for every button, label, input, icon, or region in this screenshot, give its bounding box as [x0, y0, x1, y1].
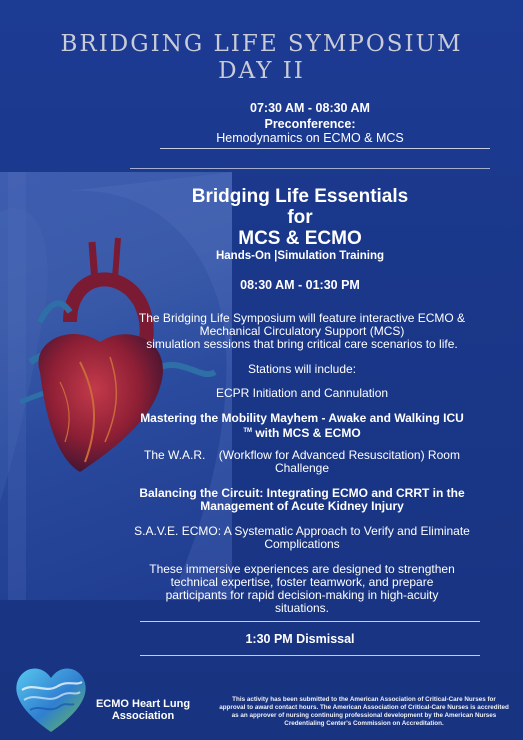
station-2	[96, 412, 508, 440]
closing-line: participants for rapid decision-making in high-acuity	[165, 588, 439, 602]
divider	[160, 148, 490, 149]
essentials-intro	[96, 312, 508, 376]
symposium-title: BRIDGING LIFE SYMPOSIUM	[60, 31, 463, 57]
accreditation-line: approval to award contact hours. The American Association of Critical-Care Nurses is accredited	[219, 704, 509, 711]
station-3	[96, 449, 508, 475]
preconference-time: 07:30 AM - 08:30 AM	[250, 101, 370, 115]
divider	[140, 655, 480, 656]
station-title: Management of Acute Kidney Injury	[200, 499, 404, 513]
essentials-title-topic: MCS & ECMO	[238, 228, 362, 249]
essentials-time: 08:30 AM - 01:30 PM	[240, 278, 360, 292]
station-title: Balancing the Circuit: Integrating ECMO and CRRT in the	[139, 486, 465, 500]
essentials-subtitle: Hands-On |Simulation Training	[215, 250, 385, 262]
heart-lung-logo-icon	[12, 660, 90, 736]
essentials-title: Bridging Life Essentials	[191, 186, 409, 207]
station-5	[96, 525, 508, 551]
divider	[130, 168, 490, 169]
closing-paragraph	[96, 563, 508, 615]
station-title: with MCS & ECMO	[255, 426, 361, 440]
closing-line: technical expertise, foster teamwork, and prepare	[170, 575, 434, 589]
association-name-line: Association	[111, 710, 175, 722]
accreditation-line: Credentialing Center's Commission on Accreditation.	[284, 720, 444, 727]
station-title: Challenge	[274, 461, 330, 475]
essentials-title-for: for	[287, 207, 313, 228]
preconference-block	[130, 101, 490, 145]
dismissal-time: 1:30 PM Dismissal	[245, 632, 355, 646]
station-title: The W.A.R. (Workflow for Advanced Resuscitation) Room	[144, 448, 460, 462]
station-1	[96, 387, 508, 400]
association-logo	[12, 660, 90, 736]
symposium-header	[0, 30, 523, 84]
accreditation-note	[208, 696, 520, 728]
dismissal-block	[120, 632, 480, 646]
accreditation-line: This activity has been submitted to the American Association of Critical-Care Nurses for	[232, 696, 496, 703]
station-4	[96, 487, 508, 513]
association-name-line: ECMO Heart Lung	[95, 698, 191, 710]
divider	[140, 621, 480, 622]
station-title: Mastering the Mobility Mayhem - Awake and Walking ICU	[140, 411, 464, 425]
intro-line: Mechanical Circulatory Support (MCS)	[199, 324, 405, 338]
station-title: Complications	[264, 537, 340, 551]
symposium-day: DAY II	[218, 58, 305, 84]
closing-line: These immersive experiences are designed to strengthen	[149, 562, 455, 576]
essentials-time-block	[120, 278, 480, 292]
association-name	[88, 698, 198, 722]
station-title: S.A.V.E. ECMO: A Systematic Approach to Verify and Eliminate	[134, 524, 470, 538]
closing-line: situations.	[274, 601, 330, 615]
essentials-heading	[120, 186, 480, 262]
station-title: ECPR Initiation and Cannulation	[215, 386, 389, 400]
accreditation-line: as an approver of nursing continuing professional development by the American Nurses	[231, 712, 497, 719]
preconference-topic: Hemodynamics on ECMO & MCS	[216, 131, 404, 145]
intro-line: simulation sessions that bring critical care scenarios to life.	[146, 337, 458, 351]
stations-heading: Stations will include:	[247, 362, 357, 376]
intro-line: The Bridging Life Symposium will feature interactive ECMO &	[138, 311, 466, 325]
preconference-label: Preconference:	[264, 117, 356, 131]
trademark-mark: TM	[243, 428, 252, 434]
